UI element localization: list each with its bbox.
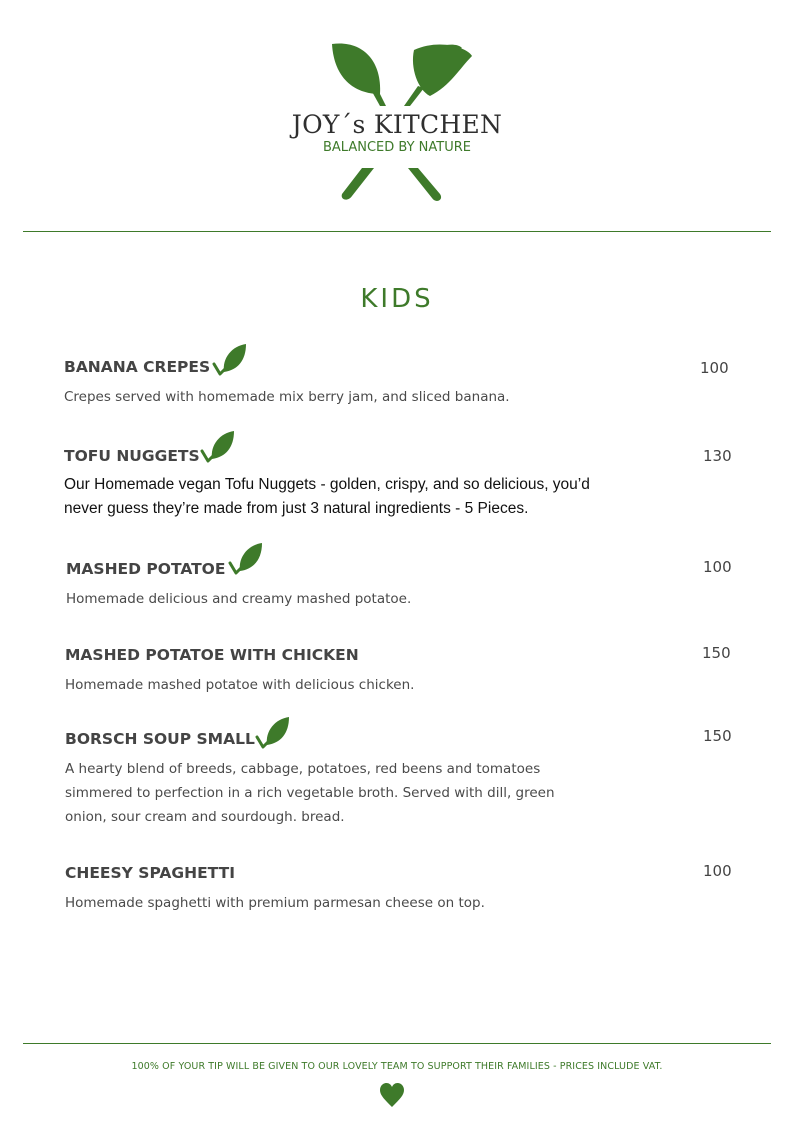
footer-note: 100% OF YOUR TIP WILL BE GIVEN TO OUR LOVELY TEAM TO SUPPORT THEIR FAMILIES - PRICES INCLUDE VAT. [131,1061,663,1072]
item-name: MASHED POTATOE [66,560,226,578]
description-line: A hearty blend of breeds, cabbage, potatoes, red beens and tomatoes [65,761,541,777]
item-price: 100 [700,359,729,377]
description-line: simmered to perfection in a rich vegetable broth. Served with dill, green [65,785,555,801]
item-description [66,587,586,611]
vegan-leaf-icon [200,429,236,465]
item-name: TOFU NUGGETS [64,447,200,465]
description-line: Our Homemade vegan Tofu Nuggets - golden, crispy, and so delicious, you’d [64,476,590,493]
vegan-leaf-icon [212,342,248,378]
item-description [64,385,584,409]
brand-logo [290,38,504,208]
description-line: onion, sour cream and sourdough. bread. [65,809,345,825]
item-name: MASHED POTATOE WITH CHICKEN [65,646,359,664]
item-price: 130 [703,447,732,465]
vegan-leaf-icon [228,541,264,577]
item-price: 150 [703,727,732,745]
description-line: never guess they’re made from just 3 natural ingredients - 5 Pieces. [64,500,529,517]
item-description [65,757,585,829]
description-line: Homemade mashed potatoe with delicious chicken. [65,677,415,693]
description-line: Crepes served with homemade mix berry jam, and sliced banana. [64,389,510,405]
item-description [65,891,585,915]
item-price: 150 [702,644,731,662]
item-price: 100 [703,862,732,880]
header-divider [23,231,771,232]
description-line: Homemade spaghetti with premium parmesan cheese on top. [65,895,485,911]
brand-tagline: BALANCED BY NATURE [290,139,504,157]
item-price: 100 [703,558,732,576]
item-description [64,473,644,521]
heart-icon [380,1083,404,1109]
item-name: BANANA CREPES [64,358,211,376]
section-title: KIDS [360,284,434,314]
item-description [65,673,585,697]
description-line: Homemade delicious and creamy mashed potatoe. [66,591,412,607]
footer-divider [23,1043,771,1044]
vegan-leaf-icon [255,715,291,751]
item-name: CHEESY SPAGHETTI [65,864,235,882]
brand-name: JOY´s KITCHEN [291,110,503,139]
item-name: BORSCH SOUP SMALL [65,730,255,748]
